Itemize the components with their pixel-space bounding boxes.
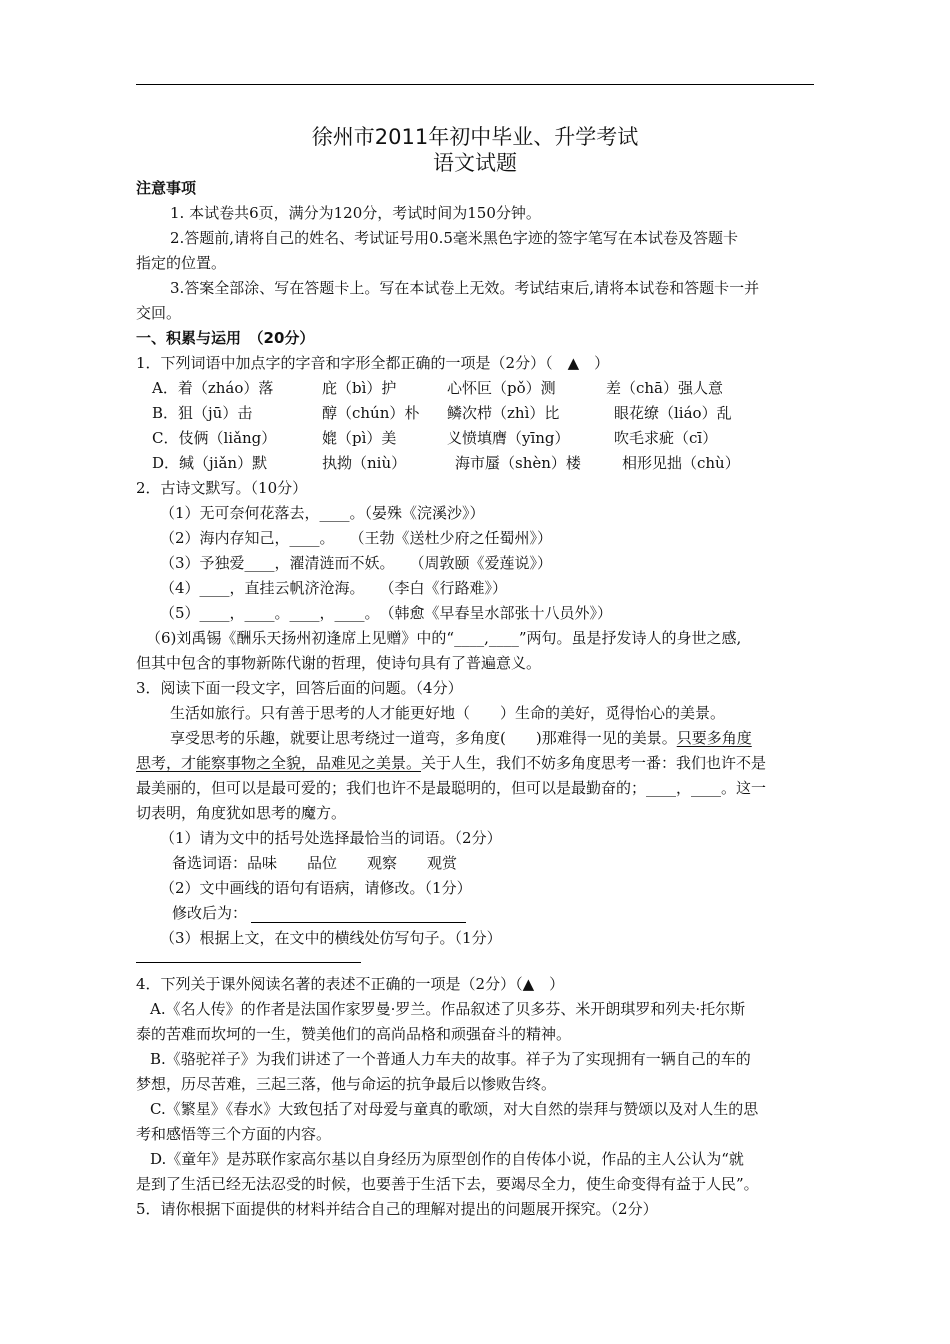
q1-option-c-4: 吹毛求疵（cī） bbox=[614, 429, 718, 447]
exam-subtitle: 语文试题 bbox=[433, 151, 517, 175]
q3-passage-2a-text: 享受思考的乐趣，就要让思考绕过一道弯，多角度( )那难得一见的美景。 bbox=[170, 729, 677, 747]
q3-passage-2c: 最美丽的，但可以是最可爱的；我们也许不是最聪明的，但可以是最勤奋的；____，____。这一 bbox=[136, 779, 767, 797]
notice-item-3b: 交回。 bbox=[136, 304, 182, 322]
q2-line-2: （2）海内存知己，____。 （王勃《送杜少府之任蜀州》） bbox=[160, 529, 553, 547]
q3-sub-2: （2）文中画线的语句有语病，请修改。（1分） bbox=[160, 879, 472, 897]
q3-underlined-2: 思考，才能察事物之全貌，品难见之美景。 bbox=[136, 754, 422, 772]
q3-passage-2b bbox=[136, 753, 766, 773]
section-heading: 一、积累与运用 （20分） bbox=[136, 329, 315, 347]
notice-item-1: 1. 本试卷共6页，满分为120分，考试时间为150分钟。 bbox=[170, 204, 541, 222]
q1-option-b-4: 眼花缭（liáo）乱 bbox=[614, 404, 732, 422]
q1-option-a-4: 差（chā）强人意 bbox=[606, 379, 724, 397]
q2-line-5: （5）____，____。____，____。 （韩愈《早春呈水部张十八员外》） bbox=[160, 604, 613, 622]
q1-option-a-2: 庇（bì）护 bbox=[322, 379, 397, 397]
q3-stem: 3．阅读下面一段文字，回答后面的问题。（4分） bbox=[136, 679, 463, 697]
q4-option-c-2: 考和感悟等三个方面的内容。 bbox=[136, 1125, 332, 1143]
q2-stem: 2．古诗文默写。（10分） bbox=[136, 479, 308, 497]
q3-passage-2b-text: 关于人生，我们不妨多角度思考一番：我们也许不是 bbox=[421, 754, 767, 772]
q1-stem: 1．下列词语中加点字的字音和字形全都正确的一项是（2分）（ ▲ ） bbox=[136, 354, 610, 372]
q1-option-c-1: C．伎俩（liǎng） bbox=[152, 429, 277, 447]
q1-option-b-1: B．狙（jū）击 bbox=[152, 404, 253, 422]
q1-option-c-3: 义愤填膺（yīng） bbox=[447, 429, 570, 447]
q4-option-d-1: D.《童年》是苏联作家高尔基以自身经历为原型创作的自传体小说，作品的主人公认为“就 bbox=[150, 1150, 744, 1168]
q5-stem: 5．请你根据下面提供的材料并结合自己的理解对提出的问题展开探究。（2分） bbox=[136, 1200, 658, 1218]
q3-revision-row bbox=[172, 903, 466, 923]
q4-option-a-2: 泰的苦难而坎坷的一生，赞美他们的高尚品格和顽强奋斗的精神。 bbox=[136, 1025, 572, 1043]
q1-option-d-1: D．缄（jiǎn）默 bbox=[152, 454, 268, 472]
q4-stem: 4．下列关于课外阅读名著的表述不正确的一项是（2分）（▲ ） bbox=[136, 975, 565, 993]
q3-word-options: 备选词语：品味 品位 观察 观赏 bbox=[172, 854, 458, 872]
page-break-rule bbox=[136, 962, 361, 963]
q2-line-1: （1）无可奈何花落去，____。（晏殊《浣溪沙》） bbox=[160, 504, 485, 522]
q4-option-c-1: C.《繁星》《春水》大致包括了对母爱与童真的歌颂，对大自然的崇拜与赞颂以及对人生的思 bbox=[150, 1100, 759, 1118]
notice-item-3a: 3.答案全部涂、写在答题卡上。写在本试卷上无效。考试结束后,请将本试卷和答题卡一并 bbox=[170, 279, 760, 297]
q1-option-d-4: 相形见拙（chù） bbox=[622, 454, 740, 472]
q2-line-4: （4）____，直挂云帆济沧海。 （李白《行路难》） bbox=[160, 579, 508, 597]
q1-option-b-3: 鳞次栉（zhì）比 bbox=[447, 404, 560, 422]
q3-revision-answer-line[interactable] bbox=[251, 906, 466, 923]
notice-item-2b: 指定的位置。 bbox=[136, 254, 227, 272]
q1-option-a-1: A．着（zháo）落 bbox=[152, 379, 274, 397]
q4-option-b-1: B.《骆驼祥子》为我们讲述了一个普通人力车夫的故事。祥子为了实现拥有一辆自己的车的 bbox=[150, 1050, 751, 1068]
q1-option-d-2: 执拗（niù） bbox=[322, 454, 407, 472]
q1-option-c-2: 媲（pì）美 bbox=[322, 429, 397, 447]
q2-line-6a: （6)刘禹锡《酬乐天扬州初逢席上见赠》中的“____,____”两句。虽是抒发诗人的身世之感, bbox=[146, 629, 742, 647]
q2-line-3: （3）予独爱____，濯清涟而不妖。 （周敦颐《爱莲说》） bbox=[160, 554, 553, 572]
q4-option-b-2: 梦想，历尽苦难，三起三落，他与命运的抗争最后以惨败告终。 bbox=[136, 1075, 557, 1093]
q3-sub-3: （3）根据上文，在文中的横线处仿写句子。（1分） bbox=[160, 929, 502, 947]
q3-passage-2d: 切表明，角度犹如思考的魔方。 bbox=[136, 804, 347, 822]
q3-sub-1: （1）请为文中的括号处选择最恰当的词语。（2分） bbox=[160, 829, 502, 847]
notice-heading: 注意事项 bbox=[136, 179, 197, 197]
q3-passage-1: 生活如旅行。只有善于思考的人才能更好地（ ）生命的美好，觅得怡心的美景。 bbox=[170, 704, 726, 722]
q3-revision-label: 修改后为： bbox=[172, 904, 248, 922]
notice-item-2a: 2.答题前,请将自己的姓名、考试证号用0.5毫米黑色字迹的签字笔写在本试卷及答题卡 bbox=[170, 229, 738, 247]
q4-option-a-1: A.《名人传》的作者是法国作家罗曼·罗兰。作品叙述了贝多芬、米开朗琪罗和列夫·托尔斯 bbox=[150, 1000, 746, 1018]
q3-underlined-1: 只要多角度 bbox=[676, 729, 752, 747]
q1-option-b-2: 醇（chún）朴 bbox=[322, 404, 420, 422]
q1-option-a-3: 心怀叵（pǒ）测 bbox=[447, 379, 556, 397]
q2-line-6b: 但其中包含的事物新陈代谢的哲理，使诗句具有了普遍意义。 bbox=[136, 654, 542, 672]
top-rule bbox=[136, 84, 814, 85]
q3-passage-2a bbox=[170, 728, 752, 748]
q4-option-d-2: 是到了生活已经无法忍受的时候，也要善于生活下去，要竭尽全力，使生命变得有益于人民”。 bbox=[136, 1175, 759, 1193]
exam-title: 徐州市2011年初中毕业、升学考试 bbox=[311, 125, 639, 149]
q1-option-d-3: 海市蜃（shèn）楼 bbox=[455, 454, 581, 472]
